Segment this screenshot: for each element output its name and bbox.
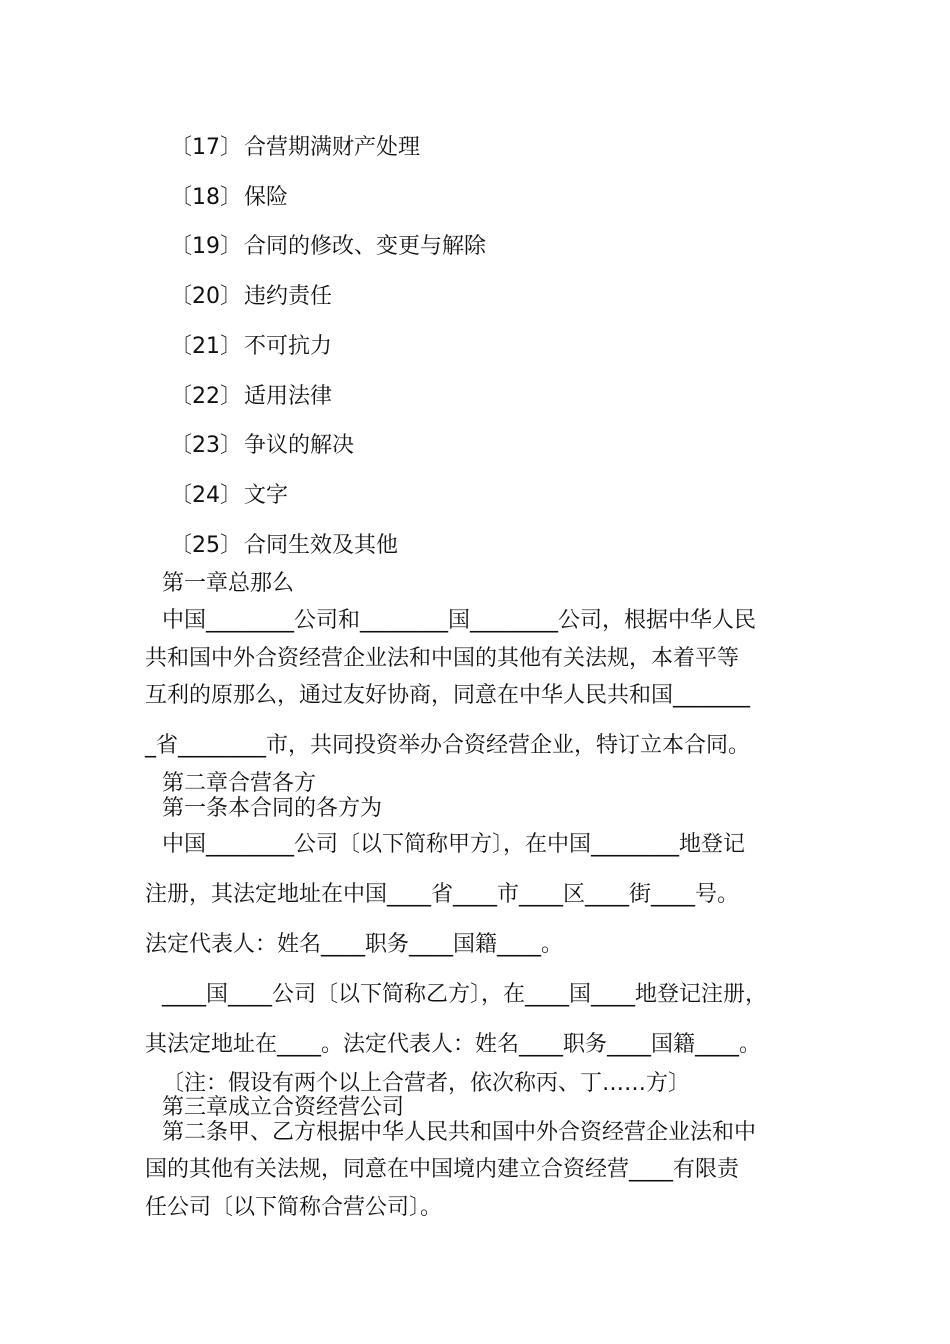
party-b-line: 其法定地址在____。法定代表人：姓名____职务____国籍____。 [145, 1032, 762, 1057]
chapter-1-paragraph-line: 共和国中外合资经营企业法和中国的其他有关法规，本着平等 [145, 646, 740, 671]
toc-number: 〔17〕 [170, 135, 242, 160]
toc-text: 合营期满财产处理 [244, 135, 421, 160]
chapter-3-title: 第三章成立合资经营公司 [162, 1095, 405, 1120]
toc-number: 〔24〕 [170, 483, 242, 508]
party-a-line: 中国________公司〔以下简称甲方〕，在中国________地登记 [162, 832, 746, 857]
article-2-line: 国的其他有关法规，同意在中国境内建立合资经营____有限责 [145, 1157, 740, 1182]
toc-number: 〔20〕 [170, 284, 242, 309]
toc-text: 保险 [244, 185, 289, 210]
toc-text: 不可抗力 [244, 334, 333, 359]
toc-item-17 [170, 133, 840, 163]
chapter-1-paragraph-line: 中国________公司和________国________公司，根据中华人民 [162, 608, 757, 633]
article-1-title: 第一条本合同的各方为 [162, 796, 383, 821]
chapter-2-title: 第二章合营各方 [162, 771, 317, 796]
toc-text: 违约责任 [244, 284, 333, 309]
toc-number: 〔25〕 [170, 533, 242, 558]
chapter-1-paragraph-line: 互利的原那么，通过友好协商，同意在中华人民共和国_______ [145, 683, 751, 708]
article-2-line: 任公司〔以下简称合营公司〕。 [145, 1195, 443, 1220]
chapter-1-title: 第一章总那么 [162, 571, 295, 596]
article-2-line: 第二条甲、乙方根据中华人民共和国中外合资经营企业法和中 [162, 1120, 757, 1145]
toc-number: 〔19〕 [170, 234, 242, 259]
toc-item-24 [170, 481, 840, 511]
party-a-line: 法定代表人：姓名____职务____国籍____。 [145, 932, 564, 957]
toc-number: 〔23〕 [170, 433, 242, 458]
toc-text: 合同的修改、变更与解除 [244, 234, 487, 259]
toc-text: 适用法律 [244, 384, 333, 409]
party-a-line: 注册，其法定地址在中国____省____市____区____街____号。 [145, 882, 740, 907]
toc-item-23 [170, 431, 840, 461]
toc-item-18 [170, 183, 840, 213]
toc-item-19 [170, 232, 840, 262]
toc-text: 争议的解决 [244, 433, 355, 458]
toc-item-22 [170, 382, 840, 412]
toc-number: 〔22〕 [170, 384, 242, 409]
toc-text: 文字 [244, 483, 289, 508]
toc-number: 〔18〕 [170, 185, 242, 210]
toc-text: 合同生效及其他 [244, 533, 399, 558]
chapter-1-paragraph-line: _省________市，共同投资举办合资经营企业，特订立本合同。 [145, 733, 751, 758]
party-b-line: ____国____公司〔以下简称乙方〕，在____国____地登记注册， [162, 982, 768, 1007]
note-line: 〔注：假设有两个以上合营者，依次称丙、丁……方〕 [162, 1071, 691, 1096]
toc-number: 〔21〕 [170, 334, 242, 359]
toc-item-25 [170, 531, 840, 561]
toc-item-20 [170, 282, 840, 312]
toc-item-21 [170, 332, 840, 362]
